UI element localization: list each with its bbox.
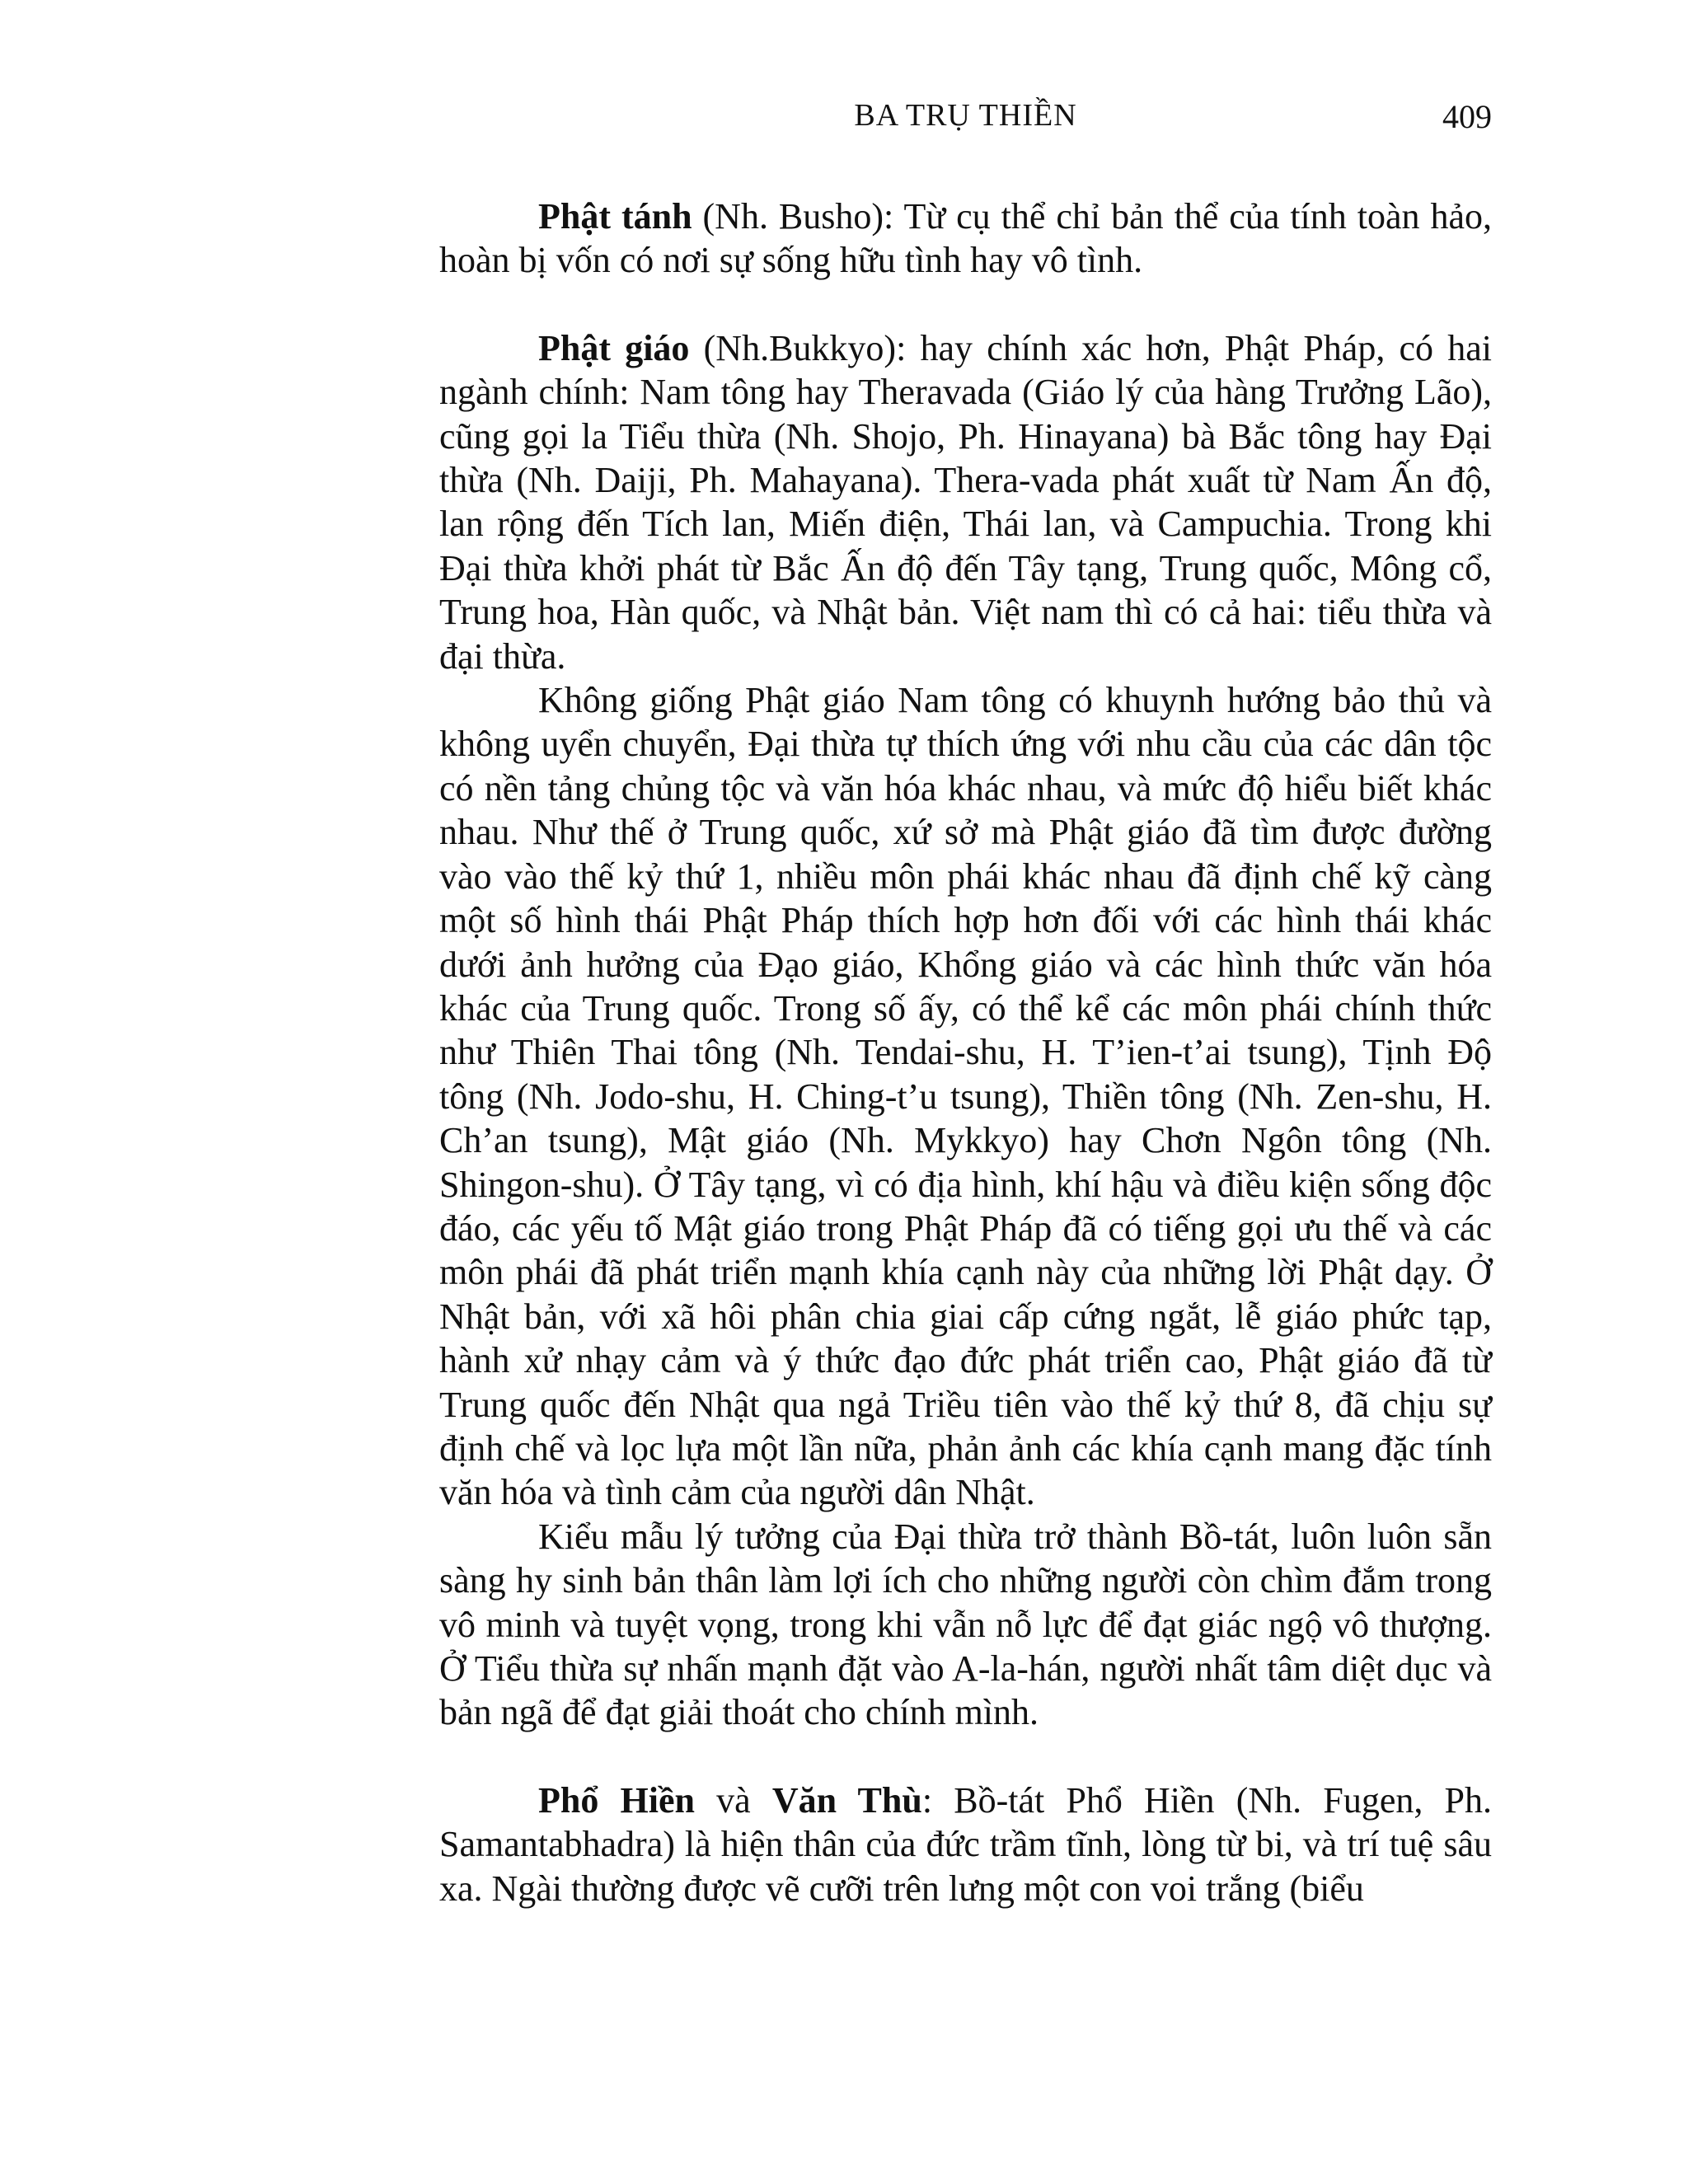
term-joiner: và <box>694 1779 772 1821</box>
entry-term: Phổ Hiền <box>538 1779 695 1821</box>
entry-paragraph: Không giống Phật giáo Nam tông có khuynh hướng bảo thủ và không uyển chuyển, Đại thừa tự thích ứng với nhu cầu của các dân tộc có nền tảng chủng tộc và văn hóa khác nhau, và mức độ hiểu biết khác nhau. Như thế ở Trung quốc, xứ sở mà Phật giáo đã tìm được đường vào vào thế kỷ thứ 1, nhiều môn phái khác nhau đã định chế kỹ càng một số hình thái Phật Pháp thích hợp hơn đối với các hình thái khác dưới ảnh hưởng của Đạo giáo, Khổng giáo và các hình thức văn hóa khác của Trung quốc. Trong số ấy, có thể kể các môn phái chính thức như Thiên Thai tông (Nh. Tendai-shu, H. T’ien-t’ai tsung), Tịnh Độ tông (Nh. Jodo-shu, H. Ching-t’u tsung), Thiền tông (Nh. Zen-shu, H. Ch’an tsung), Mật giáo (Nh. Mykkyo) hay Chơn Ngôn tông (Nh. Shingon-shu). Ở Tây tạng, vì có địa hình, khí hậu và điều kiện sống độc đáo, các yếu tố Mật giáo trong Phật Pháp đã có tiếng gọi ưu thế và các môn phái đã phát triển mạnh khía cạnh này của những lời Phật dạy. Ở Nhật bản, với xã hôi phân chia giai cấp cứng ngắt, lễ giáo phức tạp, hành xử nhạy cảm và ý thức đạo đức phát triển cao, Phật giáo đã từ Trung quốc đến Nhật qua ngả Triều tiên vào thế kỷ thứ 8, đã chịu sự định chế và lọc lựa một lần nữa, phản ảnh các khía cạnh mang đặc tính văn hóa và tình cảm của người dân Nhật. <box>439 680 1492 1513</box>
entry-phat-tanh <box>439 194 1492 283</box>
entry-term: Phật giáo <box>538 327 690 368</box>
entry-definition: (Nh.Bukkyo): hay chính xác hơn, Phật Pháp, có hai ngành chính: Nam tông hay Theravada (Giáo lý của hàng Trưởng Lão), cũng gọi la Tiểu thừa (Nh. Shojo, Ph. Hinayana) bà Bắc tông hay Đại thừa (Nh. Daiji, Ph. Mahayana). Thera-vada phát xuất từ Nam Ấn độ, lan rộng đến Tích lan, Miến điện, Thái lan, và Campuchia. Trong khi Đại thừa khởi phát từ Bắc Ấn độ đến Tây tạng, Trung quốc, Mông cổ, Trung hoa, Hàn quốc, và Nhật bản. Việt nam thì có cả hai: tiểu thừa và đại thừa. <box>439 327 1492 677</box>
running-header <box>439 97 1492 138</box>
glossary-body <box>439 194 1492 1910</box>
entry-term: Phật tánh <box>538 196 692 237</box>
entry-definition: : Bồ-tát Phổ Hiền (Nh. Fugen, Ph. Samantabhadra) là hiện thân của đức trầm tĩnh, lòng từ bi, và trí tuệ sâu xa. Ngài thường được vẽ cưỡi trên lưng một con voi trắng (biểu <box>439 1779 1493 1909</box>
running-title: BA TRỤ THIỀN <box>854 98 1077 133</box>
entry-paragraph: Kiểu mẫu lý tưởng của Đại thừa trở thành Bồ-tát, luôn luôn sẵn sàng hy sinh bản thân làm lợi ích cho những người còn chìm đắm trong vô minh và tuyệt vọng, trong khi vẫn nỗ lực để đạt giác ngộ vô thượng. Ở Tiểu thừa sự nhấn mạnh đặt vào A-la-hán, người nhất tâm diệt dục và bản ngã để đạt giải thoát cho chính mình. <box>439 1516 1492 1733</box>
page-number: 409 <box>1442 98 1492 135</box>
entry-term: Văn Thù <box>771 1779 922 1821</box>
entry-definition: (Nh. Busho): Từ cụ thể chỉ bản thể của tính toàn hảo, hoàn bị vốn có nơi sự sống hữu tình hay vô tình. <box>439 196 1492 281</box>
entry-pho-hien-van-thu <box>439 1779 1492 1910</box>
entry-phat-giao <box>439 326 1492 678</box>
